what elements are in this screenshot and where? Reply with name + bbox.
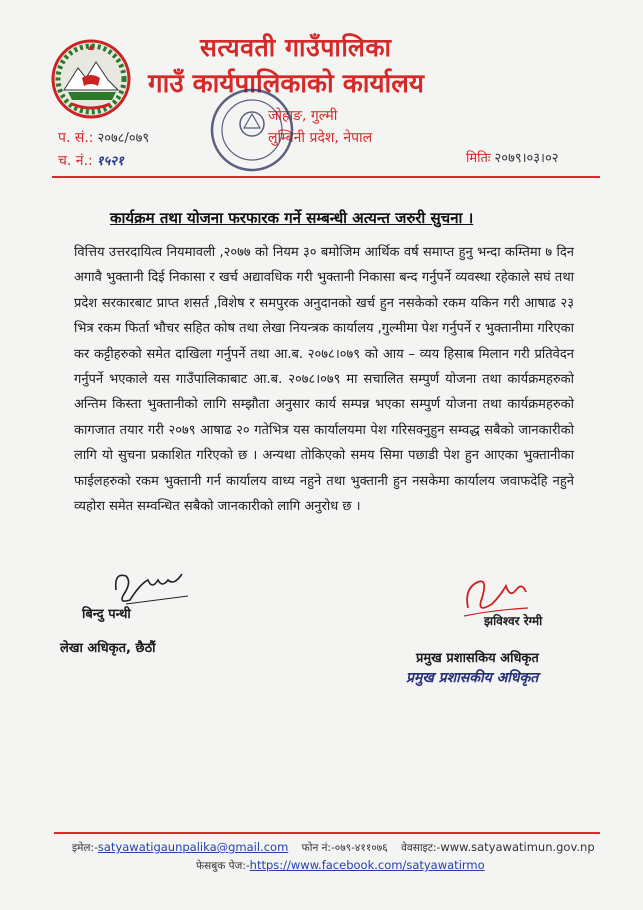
- address-line-2: लुम्बिनी प्रदेश, नेपाल: [268, 130, 373, 146]
- left-signatory-name: बिन्दु पन्थी: [82, 607, 131, 622]
- dispatch-number: [58, 151, 124, 170]
- email-link[interactable]: satyawatigaunpalika@gmail.com: [97, 840, 289, 854]
- reference-value: २०७८/०७९: [97, 131, 150, 146]
- website-link[interactable]: www.satyawatimun.gov.np: [440, 840, 595, 854]
- nepal-emblem-icon: [50, 38, 132, 120]
- facebook-link[interactable]: https://www.facebook.com/satyawatirmo: [249, 858, 485, 872]
- office-subtitle: गाउँ कार्यपालिकाको कार्यालय: [148, 69, 424, 99]
- notice-body: वित्तिय उत्तरदायित्व नियमावली ,२०७७ को नियम ३० बमोजिम आर्थिक वर्ष समाप्त हुनु भन्दा कम्तिमा ७ दिन अगावै भुक्तानी दिई निकासा र खर्च अद्यावधिक गरी भुक्तानी निकासा बन्द गर्नुपर्ने व्यवस्था रहेकाले सघं तथा प्रदेश सरकारबाट प्राप्त शसर्त ,विशेष र समपुरक अनुदानको खर्च हुन नसकेको रकम यकिन गरी आषाढ २३ भित्र रकम फिर्ता भौचर सहित कोष तथा लेखा नियन्त्रक कार्यालय ,गुल्मीमा पेश गर्नुपर्ने र भुक्तानीमा गरिएका कर कट्टीहरुको समेत दाखिला गर्नुपर्ने तथा आ.ब. २०७८।०७९ को आय – व्यय हिसाब मिलान गरी प्रतिवेदन गर्नुपर्ने भएकाले यस गाउँपालिकाबाट आ.ब. २०७८।०७९ मा सचालित सम्पुर्ण योजना तथा कार्यक्रमहरुको अन्तिम किस्ता भुक्तानीको लागि सम्झौता अनुसार कार्य सम्पन्न भएका सम्पुर्ण योजना तथा कार्यक्रमहरुको कागजात तयार गरी २०७९ आषाढ २० गतेभित्र यस कार्यालयमा पेश गरिसक्नुहुन सम्वद्ध सबैको जानकारीको लागि यो सुचना प्रकाशित गरिएको छ । अन्यथा तोकिएको समय सिमा पछाडी पेश हुन आएका भुक्तानीका फाईलहरुको रकम भुक्तानी गर्न कार्यालय वाध्य नहुने तथा भुक्तानी हुन नसकेमा कार्यालय जवाफदेहि नहुने व्यहोरा समेत सम्वन्धित सबैको जानकारीको लागि अनुरोध छ ।: [74, 245, 575, 515]
- footer-contact-line: [72, 840, 595, 855]
- phone-value: ०७९-४११०७६: [334, 842, 388, 854]
- phone-label: फोन नं:-: [301, 842, 335, 854]
- notice-subject: कार्यक्रम तथा योजना फरफारक गर्ने सम्बन्धी अत्यन्त जरुरी सुचना ।: [110, 209, 474, 227]
- dispatch-label: च. नं.:: [58, 153, 93, 169]
- footer-social-line: [196, 858, 485, 873]
- letter-date: [466, 148, 558, 166]
- dispatch-value: १५२१: [96, 154, 124, 169]
- reference-number: [58, 128, 149, 147]
- header-divider: [52, 176, 600, 178]
- right-signatory-name: झविश्वर रेग्मी: [484, 614, 543, 628]
- date-value: २०७९।०३।०२: [494, 151, 559, 166]
- office-stamp: [206, 84, 298, 176]
- website-label: वेवसाइट:-: [401, 842, 441, 854]
- reference-label: प. सं.:: [58, 130, 94, 146]
- right-signatory-title: प्रमुख प्रशासकिय अधिकृत: [416, 651, 539, 666]
- facebook-label: फेसबुक पेज:-: [196, 860, 250, 872]
- footer-divider: [54, 832, 600, 834]
- designation-stamp: प्रमुख प्रशासकीय अधिकृत: [406, 670, 539, 686]
- office-name: सत्यवती गाउँपालिका: [200, 33, 392, 62]
- left-signatory-title: लेखा अधिकृत, छैठौं: [60, 641, 156, 656]
- email-label: इमेल:-: [72, 842, 98, 854]
- address-line-1: जोहाङ, गुल्मी: [268, 108, 338, 124]
- date-label: मितिः: [466, 151, 491, 166]
